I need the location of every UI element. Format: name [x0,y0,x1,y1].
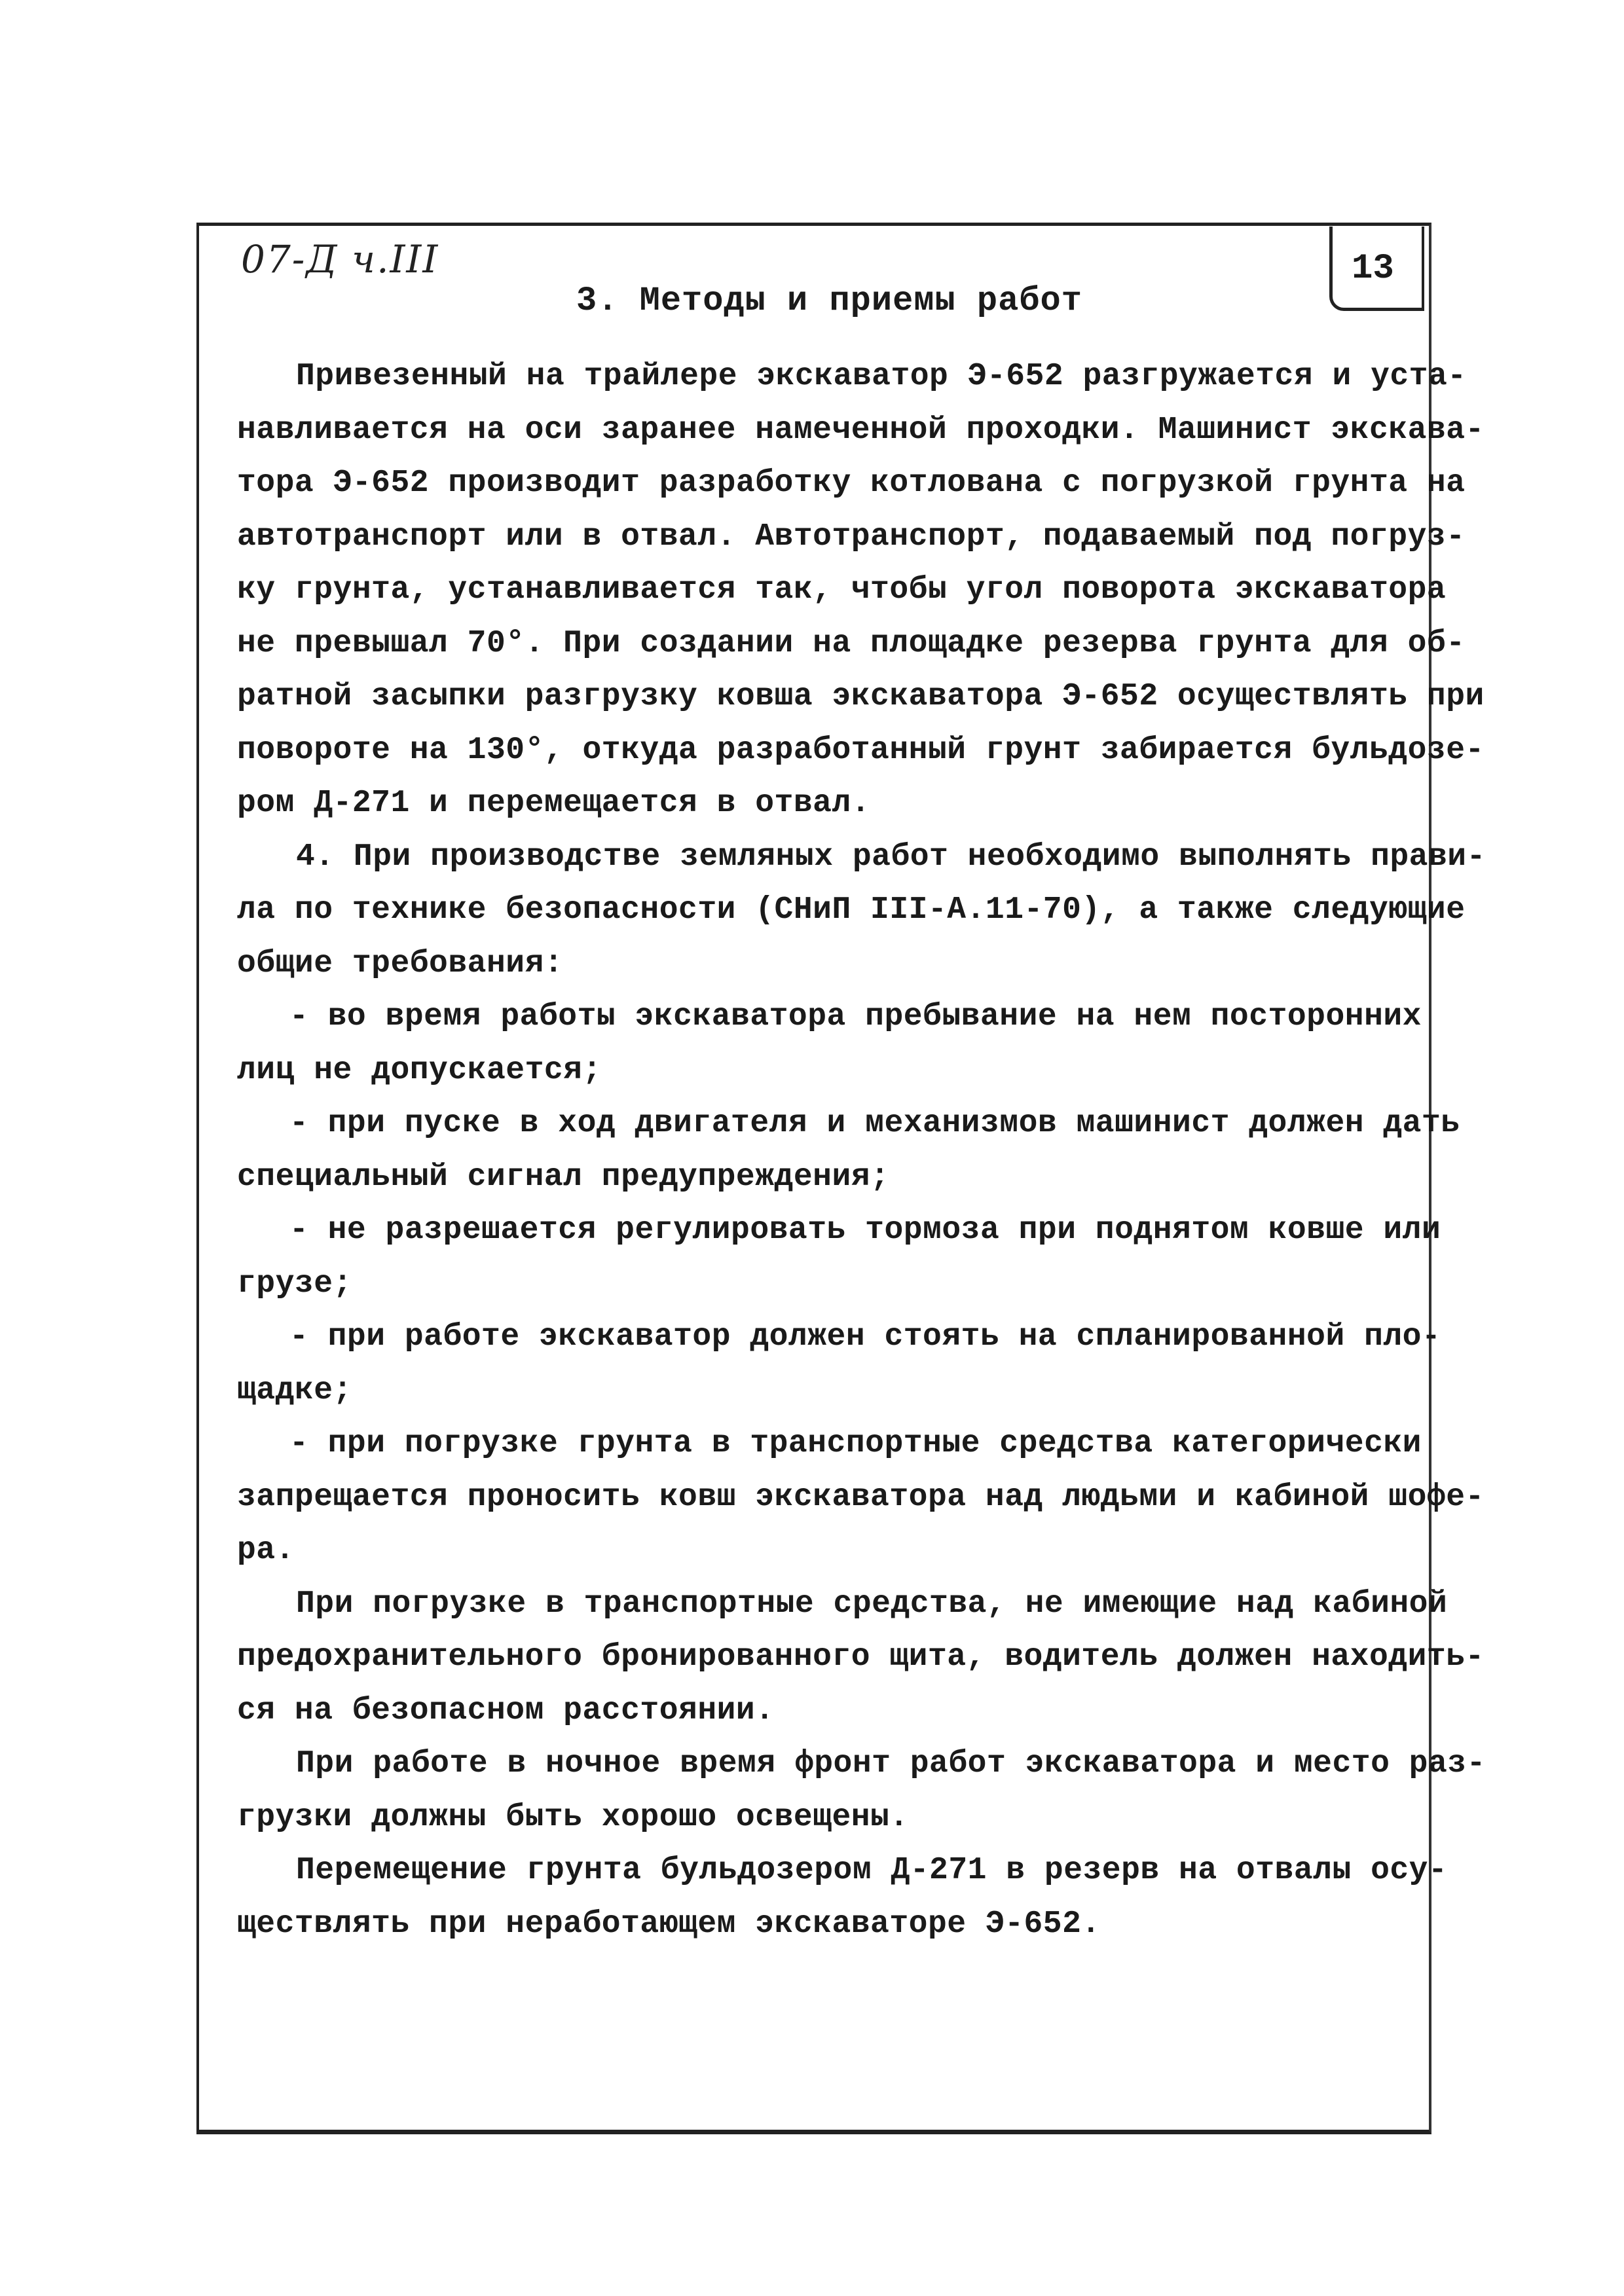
text-line: Привезенный на трайлере экскаватор Э-652 разгружается и уста- [296,359,1467,394]
requirement-item [237,1097,1460,1204]
text-line: автотранспорт или в отвал. Автотранспорт, подаваемый под погруз- [237,519,1466,555]
page-number: 13 [1352,249,1394,289]
document-body [237,350,1486,1951]
text-line: грузе; [237,1266,352,1302]
text-line: ром Д-271 и перемещается в отвал. [237,786,871,821]
paragraph-loading [237,1578,1485,1738]
text-line: ратной засыпки разгрузку ковша экскаватора Э-652 осуществлять при [237,679,1485,714]
requirement-item [237,1417,1485,1578]
text-line: грузки должны быть хорошо освещены. [237,1799,909,1835]
text-line: специальный сигнал предупреждения; [237,1159,890,1195]
requirement-item [237,991,1422,1097]
text-line: ся на безопасном расстоянии. [237,1692,775,1728]
paragraph-methods [237,350,1485,831]
text-line: общие требования: [237,945,564,981]
text-line: запрещается проносить ковш экскаватора над людьми и кабиной шофе- [237,1479,1485,1515]
text-line: - при пуске в ход двигателя и механизмов машинист должен дать [289,1106,1460,1141]
text-line: - во время работы экскаватора пребывание на нем посторонних [289,999,1422,1034]
text-line: 4. При производстве земляных работ необходимо выполнять прави- [296,839,1486,875]
text-line: - при работе экскаватор должен стоять на спланированной пло- [289,1319,1441,1355]
text-line: лиц не допускается; [237,1052,602,1088]
handwritten-reference: 07-Д ч.III [241,237,439,282]
text-line: повороте на 130°, откуда разработанный грунт забирается бульдозе- [237,732,1485,768]
text-line: - не разрешается регулировать тормоза при поднятом ковше или [289,1212,1441,1248]
paragraph-bulldozer [237,1844,1448,1951]
paragraph-night-work [237,1738,1486,1844]
text-line: ра. [237,1533,295,1568]
text-line: При погрузке в транспортные средства, не имеющие над кабиной [296,1586,1448,1622]
text-line: не превышал 70°. При создании на площадке резерва грунта для об- [237,625,1466,661]
requirement-item [237,1204,1441,1311]
text-line: навливается на оси заранее намеченной проходки. Машинист экскава- [237,412,1485,448]
text-line: - при погрузке грунта в транспортные средства категорически [289,1426,1422,1461]
text-line: ла по технике безопасности (СНиП III-А.11-70), а также следующие [237,892,1466,928]
text-line: При работе в ночное время фронт работ экскаватора и место раз- [296,1746,1486,1781]
requirement-item [237,1311,1441,1417]
text-line: ку грунта, устанавливается так, чтобы угол поворота экскаватора [237,572,1447,608]
section-heading: 3. Методы и приемы работ [576,282,1082,320]
text-line: щадке; [237,1372,352,1408]
text-line: предохранительного бронированного щита, водитель должен находить- [237,1639,1485,1675]
text-line: тора Э-652 производит разработку котлована с погрузкой грунта на [237,465,1466,501]
paragraph-safety [237,831,1486,991]
text-line: Перемещение грунта бульдозером Д-271 в резерв на отвалы осу- [296,1853,1448,1888]
text-line: ществлять при неработающем экскаваторе Э-652. [237,1906,1101,1942]
